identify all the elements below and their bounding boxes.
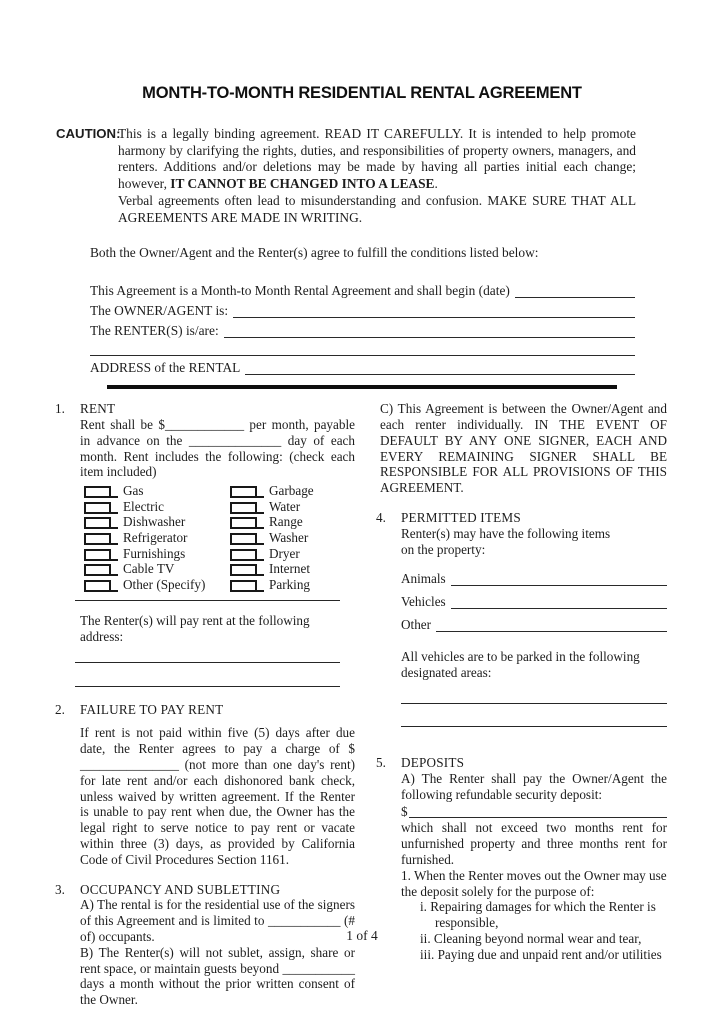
section-title: FAILURE TO PAY RENT xyxy=(80,701,224,717)
page-title: MONTH-TO-MONTH RESIDENTIAL RENTAL AGREEMENT xyxy=(142,84,582,102)
checkbox-cable-tv[interactable] xyxy=(84,564,111,576)
other-blank[interactable] xyxy=(436,631,667,632)
section-number: 3. xyxy=(55,881,65,897)
section-number: 4. xyxy=(376,510,386,525)
caution-text xyxy=(118,126,636,225)
parking-areas-blank-1[interactable] xyxy=(401,703,667,704)
checkbox-item-washer xyxy=(230,529,355,545)
checkbox-other[interactable] xyxy=(84,580,111,592)
vehicles-blank[interactable] xyxy=(451,608,667,609)
renter-row xyxy=(90,321,635,341)
rental-address-row xyxy=(90,358,635,378)
checkbox-item-cable-tv xyxy=(84,561,230,577)
section-number: 1. xyxy=(55,401,65,417)
deposit-use-item-iii: iii. Paying due and unpaid rent and/or utilities xyxy=(420,946,662,962)
caution-paragraph-2: Verbal agreements often lead to misunderstanding and confusion. MAKE SURE THAT ALL AGREEMENTS ARE MADE IN WRITING. xyxy=(118,192,636,225)
checkbox-garbage[interactable] xyxy=(230,486,257,498)
section-number: 2. xyxy=(55,701,65,717)
checkbox-internet[interactable] xyxy=(230,564,257,576)
animals-row xyxy=(401,567,667,590)
checkbox-electric[interactable] xyxy=(84,502,111,514)
deposit-use-item-i: i. Repairing damages for which the Renter is responsible, xyxy=(420,899,656,931)
right-column xyxy=(376,401,667,1008)
checkbox-washer[interactable] xyxy=(230,533,257,545)
section-title: PERMITTED ITEMS xyxy=(401,510,521,525)
failure-to-pay-text: If rent is not paid within five (5) days after due date, the Renter agrees to pay a charge of $ _______________ (not more than one day's rent) for late rent and/or each dishonored bank check, unless waived by written agreement. If the Renter is unable to pay rent when due, the Owner has the legal right to serve notice to pay rent or vacate within three (3) days, as provided by California Code of Civil Procedures Section 1161. xyxy=(80,725,355,867)
deposit-amount-blank[interactable] xyxy=(409,817,667,818)
caution-bold-clause: IT CANNOT BE CHANGED INTO A LEASE xyxy=(170,176,435,192)
checkbox-label: Garbage xyxy=(269,482,314,498)
checkbox-label: Gas xyxy=(123,482,144,498)
checkbox-item-gas xyxy=(84,482,230,498)
two-column-body xyxy=(55,401,667,1008)
checkbox-tail xyxy=(111,590,118,592)
checkbox-item-other xyxy=(84,576,230,592)
section-title: DEPOSITS xyxy=(401,754,465,770)
section-occupancy xyxy=(55,882,355,1008)
deposit-amount-row xyxy=(401,803,667,820)
pay-address-blank-1[interactable] xyxy=(75,662,340,663)
checkbox-item-refrigerator xyxy=(84,529,230,545)
checkbox-item-garbage xyxy=(230,482,355,498)
begin-date-blank[interactable] xyxy=(515,297,635,298)
rent-intro-text: Rent shall be $____________ per month, payable in advance on the ______________ day of each month. Rent includes the following: (check each item included) xyxy=(80,417,355,480)
caution-block xyxy=(56,126,636,226)
checkbox-refrigerator[interactable] xyxy=(84,533,111,545)
other-label: Other xyxy=(401,617,432,633)
section-failure-heading xyxy=(55,702,355,718)
checkbox-dishwasher[interactable] xyxy=(84,517,111,529)
section-divider-rule xyxy=(107,385,617,389)
vehicles-label: Vehicles xyxy=(401,594,446,610)
permitted-item-fields xyxy=(401,567,667,636)
checkbox-label: Range xyxy=(269,514,303,530)
dollar-sign: $ xyxy=(401,804,408,820)
occupancy-clause-a: A) The rental is for the residential use of the signers of this Agreement and is limited to ___________ (# of) occupants. xyxy=(80,897,355,944)
checkbox-item-water xyxy=(230,498,355,514)
owner-agent-label: The OWNER/AGENT is: xyxy=(90,303,229,319)
other-specify-blank[interactable] xyxy=(75,600,340,601)
checkbox-label: Refrigerator xyxy=(123,529,188,545)
caution-period: . xyxy=(434,176,438,192)
left-column xyxy=(55,401,355,1008)
checkbox-label: Dishwasher xyxy=(123,514,186,530)
checkbox-label: Washer xyxy=(269,529,309,545)
occupancy-clause-b: B) The Renter(s) will not sublet, assign, share or rent space, or maintain guests beyond ___________ days a month without the prior written consent of the Owner. xyxy=(80,944,355,1008)
checkbox-label: Dryer xyxy=(269,545,300,561)
permitted-items-intro: Renter(s) may have the following items on the property: xyxy=(401,525,611,557)
checkbox-label: Water xyxy=(269,498,301,514)
owner-agent-row xyxy=(90,301,635,321)
rent-includes-checkbox-grid xyxy=(80,482,355,592)
checkbox-label: Electric xyxy=(123,498,164,514)
section-number: 5. xyxy=(376,754,386,770)
renter-label: The RENTER(S) is/are: xyxy=(90,323,219,339)
rental-address-label: ADDRESS of the RENTAL xyxy=(90,360,241,376)
checkbox-range[interactable] xyxy=(230,517,257,529)
page-number: 1 of 4 xyxy=(346,928,378,943)
checkbox-tail xyxy=(257,590,264,592)
caution-paragraph-1: This is a legally binding agreement. READ IT CAREFULLY. It is intended to help promote harmony by clarifying the rights, duties, and responsibilities of property owners, managers, and renters. Additions and/or deletions may be made by having all parties initial each change; however, xyxy=(118,126,636,192)
checkbox-item-electric xyxy=(84,498,230,514)
checkbox-furnishings[interactable] xyxy=(84,549,111,561)
animals-label: Animals xyxy=(401,571,446,587)
checkbox-item-range xyxy=(230,514,355,530)
checkbox-item-dishwasher xyxy=(84,514,230,530)
checkbox-item-internet xyxy=(230,561,355,577)
begin-date-label: This Agreement is a Month-to Month Rental Agreement and shall begin (date) xyxy=(90,283,510,299)
checkbox-label: Parking xyxy=(269,577,311,593)
renter-blank[interactable] xyxy=(224,337,635,338)
deposits-limit-text: which shall not exceed two months rent for unfurnished property and three months rent for furnished. xyxy=(401,820,667,867)
checkbox-label: Furnishings xyxy=(123,545,186,561)
checkbox-item-parking xyxy=(230,576,355,592)
rent-clause-c: C) This Agreement is between the Owner/Agent and each renter individually. IN THE EVENT OF DEFAULT BY ANY ONE SIGNER, EACH AND EVERY REMAINING SIGNER SHALL BE RESPONSIBLE FOR ALL PROVISIONS OF THIS AGREEMENT. xyxy=(380,401,667,496)
other-row xyxy=(401,613,667,636)
renter-overflow-blank[interactable] xyxy=(90,355,635,356)
section-deposits-heading xyxy=(376,755,667,771)
parking-areas-blank-2[interactable] xyxy=(401,726,667,727)
checkbox-label: Cable TV xyxy=(123,561,175,577)
checkbox-item-dryer xyxy=(230,545,355,561)
section-title: RENT xyxy=(80,401,116,417)
intro-block xyxy=(90,244,635,389)
section-permitted-heading xyxy=(376,510,667,526)
section-occupancy-heading xyxy=(55,882,355,898)
vehicles-row xyxy=(401,590,667,613)
checkbox-parking[interactable] xyxy=(230,580,257,592)
deposits-clause-a: A) The Renter shall pay the Owner/Agent the following refundable security deposit: xyxy=(401,770,667,802)
pay-address-text: The Renter(s) will pay rent at the following address: xyxy=(80,613,310,644)
pay-address-blank-2[interactable] xyxy=(75,686,340,687)
checkbox-gas[interactable] xyxy=(84,486,111,498)
deposit-use-item-ii: ii. Cleaning beyond normal wear and tear, xyxy=(420,930,642,946)
begin-date-row xyxy=(90,281,635,301)
section-permitted-items xyxy=(376,510,667,727)
section-rent-heading xyxy=(55,401,355,417)
owner-agent-blank[interactable] xyxy=(233,317,635,318)
checkbox-item-furnishings xyxy=(84,545,230,561)
checkbox-label: Internet xyxy=(269,561,311,577)
caution-label: CAUTION: xyxy=(56,126,121,141)
section-rent xyxy=(55,401,355,686)
checkbox-label: Other (Specify) xyxy=(123,577,206,593)
agree-line: Both the Owner/Agent and the Renter(s) agree to fulfill the conditions listed below: xyxy=(90,245,539,261)
checkbox-dryer[interactable] xyxy=(230,549,257,561)
section-failure-to-pay xyxy=(55,702,355,868)
parking-areas-text: All vehicles are to be parked in the following designated areas: xyxy=(401,649,640,681)
checkbox-water[interactable] xyxy=(230,502,257,514)
animals-blank[interactable] xyxy=(451,585,667,586)
rental-address-blank[interactable] xyxy=(245,374,635,375)
deposits-use-intro: 1. When the Renter moves out the Owner may use the deposit solely for the purpose of: xyxy=(401,867,667,899)
section-title: OCCUPANCY AND SUBLETTING xyxy=(80,881,281,897)
